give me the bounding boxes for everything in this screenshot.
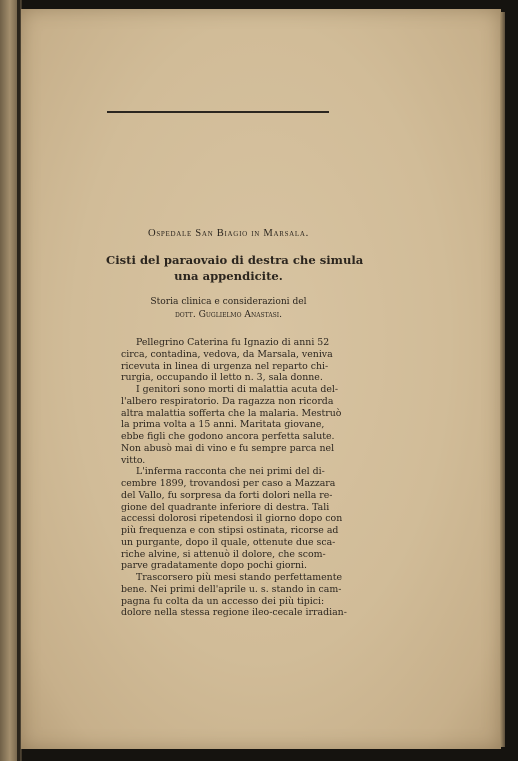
paragraph-1 (106, 337, 351, 384)
text-line: altra malattia sofferta che la malaria. Mestruò (121, 407, 342, 419)
text-line: ricevuta in linea di urgenza nel reparto chi- (121, 360, 329, 372)
text-line: Pellegrino Caterina fu Ignazio di anni 52 (136, 337, 330, 348)
hospital-heading: Ospedale San Biagio in Marsala. (147, 228, 310, 239)
paragraph-3 (106, 466, 351, 572)
text-line: parve gradatamente dopo pochi giorni. (121, 560, 308, 572)
text-line: riche alvine, si attenuò il dolore, che scom- (121, 548, 326, 560)
right-page-edge (500, 12, 505, 747)
text-line: cembre 1899, trovandosi per caso a Mazzara (121, 478, 336, 489)
text-line: vitto. (121, 454, 146, 466)
horizontal-rule (107, 111, 329, 113)
title-line: Cisti del paraovaio di destra che simula (106, 253, 364, 267)
text-line: la prima volta a 15 anni. Maritata giovane, (121, 419, 325, 431)
author-name: dott. Guglielmo Anastasi. (174, 310, 283, 320)
text-line: ebbe figli che godono ancora perfetta salute. (121, 431, 335, 442)
text-line: rurgia, occupando il letto n. 3, sala donne. (121, 372, 323, 384)
article-block (106, 228, 364, 619)
text-line: pagna fu colta da un accesso dei più tipici: (121, 595, 325, 607)
text-line: Trascorsero più mesi stando perfettamente (136, 572, 343, 583)
text-line: dolore nella stessa regione ileo-cecale irradian- (121, 607, 347, 619)
title-line: una appendicite. (174, 268, 283, 283)
paragraph-4 (106, 572, 351, 619)
byline (106, 296, 351, 322)
text-line: gione del quadrante inferiore di destra. Tali (121, 501, 330, 513)
text-line: circa, contadina, vedova, da Marsala, veniva (121, 348, 333, 360)
text-line: Non abusò mai di vino e fu sempre parca nel (121, 442, 335, 454)
byline-line: Storia clinica e considerazioni del (150, 297, 307, 307)
text-line: I genitori sono morti di malattia acuta del- (136, 384, 339, 395)
text-line: un purgante, dopo il quale, ottenute due sca- (121, 536, 336, 548)
text-line: bene. Nei primi dell'aprile u. s. stando in cam- (121, 583, 342, 595)
text-line: più frequenza e con stipsi ostinata, ricorse ad (121, 525, 339, 536)
body-text (106, 337, 351, 619)
text-line: accessi dolorosi ripetendosi il giorno dopo con (121, 513, 343, 525)
text-line: l'albero respiratorio. Da ragazza non ricorda (121, 395, 334, 407)
binding-gutter (17, 0, 20, 761)
article-title (106, 253, 364, 284)
paragraph-2 (106, 384, 351, 466)
text-line: L'inferma racconta che nei primi del di- (136, 466, 325, 478)
text-line: del Vallo, fu sorpresa da forti dolori nella re- (121, 489, 333, 501)
